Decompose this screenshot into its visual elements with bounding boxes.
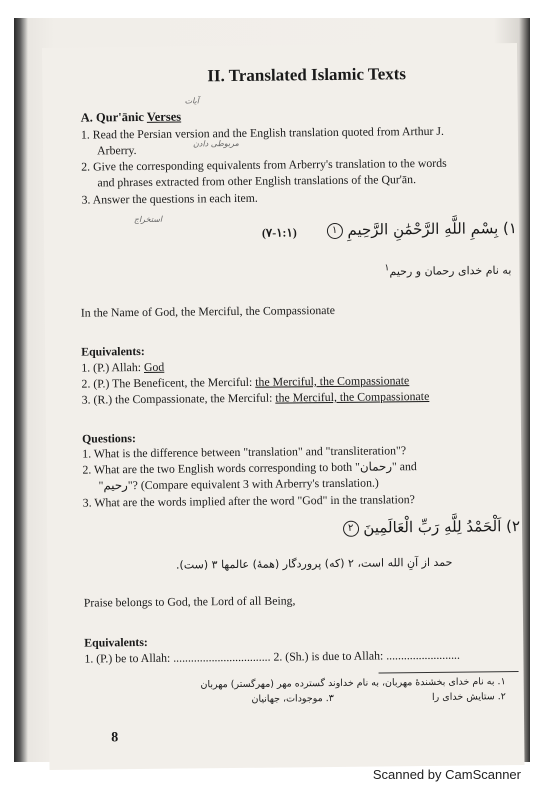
equivalent-answer: God xyxy=(143,359,165,374)
equivalents-2-heading: Equivalents: xyxy=(84,634,148,650)
footnote-2: ٢. ستایش خدای را xyxy=(431,691,506,703)
equivalent-1-1 xyxy=(81,360,164,376)
page-title: II. Translated Islamic Texts xyxy=(207,64,407,86)
section-a-heading-word: Verses xyxy=(146,109,182,124)
verse-2-number: ٢) xyxy=(506,517,521,536)
verse-1-arabic xyxy=(323,219,517,239)
instruction-3: 3. Answer the questions in each item. xyxy=(81,190,258,207)
page-number: 8 xyxy=(111,730,119,746)
verse-1-persian-text: به نام خدای رحمان و رحیم xyxy=(389,263,512,279)
verse-1-circle-number: ١ xyxy=(327,222,343,238)
book-page xyxy=(42,43,525,770)
equivalent-answer: the Merciful, the Compassionate xyxy=(255,373,410,389)
verse-2-english: Praise belongs to God, the Lord of all Being, xyxy=(83,593,296,610)
verse-2-persian: حمد از آنِ الله است، ٢ (که) پروردگار (همهٔ) عالمها ٣ (ست). xyxy=(175,555,453,572)
equivalents-1-heading: Equivalents: xyxy=(81,343,145,359)
verse-2-circle-number: ٢ xyxy=(343,520,359,536)
equivalents-2-line: 1. (P.) be to Allah: ................................. 2. (Sh.) is due to Allah: ......................... xyxy=(84,647,460,666)
instruction-2-line-2: and phrases extracted from other English translations of the Qur'ān. xyxy=(97,172,417,190)
section-a-heading xyxy=(81,110,182,126)
instruction-2-line-1: 2. Give the corresponding equivalents from Arberry's translation to the words xyxy=(81,155,447,174)
verse-1-persian xyxy=(384,261,511,278)
question-1: 1. What is the difference between "translation" and "transliteration"? xyxy=(82,443,407,461)
footnote-rule xyxy=(379,671,519,673)
questions-heading: Questions: xyxy=(82,431,136,446)
instruction-1-line-1: 1. Read the Persian version and the English translation quoted from Arthur J. xyxy=(80,123,444,142)
handwritten-note-1: مربوطی دادن xyxy=(192,138,239,149)
question-2-line-1: 2. What are the two English words corresponding to both "رحمان" and xyxy=(82,459,417,477)
verse-2-text: اَلْحَمْدُ لِلَّهِ رَبِّ الْعَالَمِينَ xyxy=(363,517,502,537)
verse-2-arabic xyxy=(339,517,521,537)
equivalent-answer: the Merciful, the Compassionate xyxy=(275,388,430,405)
question-2-line-2: "رحیم"? (Compare equivalent 3 with Arberry's translation.) xyxy=(98,475,379,493)
equivalent-label: 1. (P.) Allah: xyxy=(81,359,145,375)
footnote-3: ٣. موجودات، جهانیان xyxy=(251,692,334,705)
handwritten-note-2: استخراج xyxy=(133,214,163,225)
verse-1-text: بِسْمِ اللَّهِ الرَّحْمَٰنِ الرَّحِيمِ xyxy=(347,219,499,239)
verse-1-persian-sup: ١ xyxy=(384,262,390,274)
equivalent-label: 3. (R.) the Compassionate, the Merciful: xyxy=(81,390,276,407)
verse-reference: (١:١-٧) xyxy=(261,225,297,240)
scan-background xyxy=(14,18,530,762)
handwritten-note-verses: آیات xyxy=(184,96,200,106)
instruction-1-line-2: Arberry. xyxy=(97,143,137,158)
verse-1-number: ١) xyxy=(502,219,518,238)
footnote-1: ١. به نام خدای بخشندهٔ مهربان، به نام خداوند گسترده مهر (مهرگستر) مهربان xyxy=(200,676,506,691)
section-a-heading-prefix: A. Qur'ānic xyxy=(80,109,147,125)
camscanner-watermark: Scanned by CamScanner xyxy=(372,767,521,782)
equivalent-1-3 xyxy=(82,389,430,408)
equivalent-label: 2. (P.) The Beneficent, the Merciful: xyxy=(81,374,256,391)
question-3: 3. What are the words implied after the word "God" in the translation? xyxy=(82,492,415,510)
verse-1-english: In the Name of God, the Merciful, the Compassionate xyxy=(80,302,336,320)
